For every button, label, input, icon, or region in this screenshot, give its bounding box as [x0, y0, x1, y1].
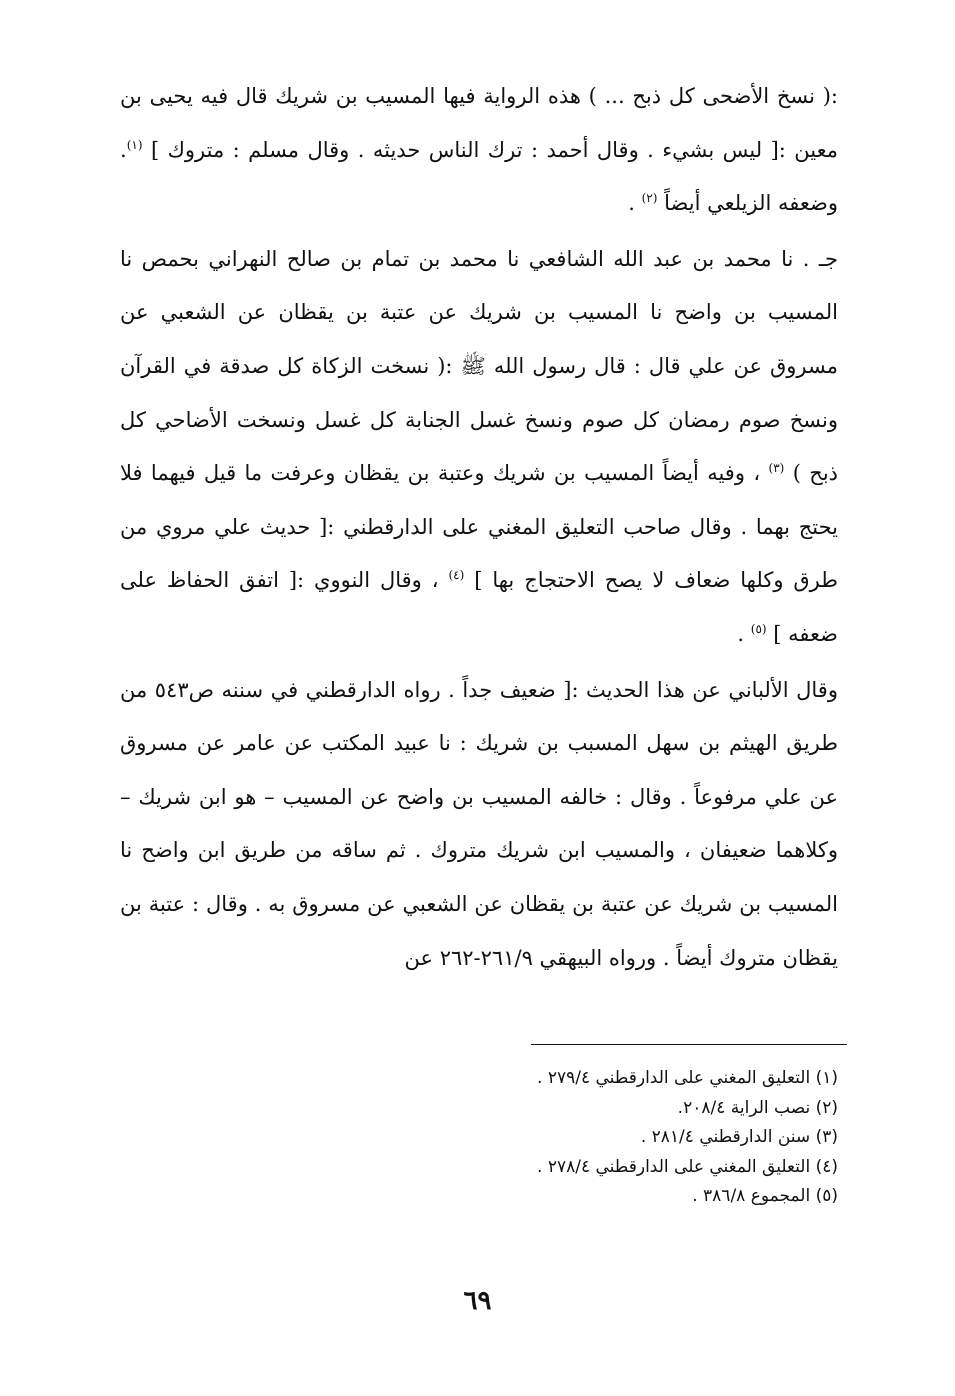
paragraph-2 [120, 233, 838, 662]
paragraph-1-text-2: . وضعفه الزيلعي أيضاً [120, 137, 838, 216]
paragraph-1 [120, 70, 838, 231]
main-text [120, 70, 838, 985]
paragraph-1-text-3: . [628, 191, 635, 216]
footnote-ref-1: (١) [126, 137, 143, 152]
paragraph-2-text-4: . [737, 621, 745, 646]
footnote-ref-3: (٣) [768, 461, 785, 476]
paragraph-2-text-2: ، وفيه أيضاً المسيب بن شريك وعتبة بن يقظان وعرفت ما قيل فيهما فلا يحتج بهما . وقال صاحب التعليق المغني على الدارقطني :[ حديث علي مروي من طرق وكلها ضعاف لا يصح الاحتجاج بها ] [120, 461, 838, 593]
footnote-ref-2: (٢) [641, 191, 658, 206]
footnotes [380, 1064, 838, 1212]
footnote-3: (٣) سنن الدارقطني ٢٨١/٤ . [640, 1127, 838, 1147]
paragraph-1-text-1: :( نسخ الأضحى كل ذبح ... ) هذه الرواية فيها المسيب بن شريك قال فيه يحيى بن معين :[ ليس بشيء . وقال أحمد : ترك الناس حديثه . وقال مسلم : متروك ] [120, 84, 838, 162]
footnote-5: (٥) المجموع ٣٨٦/٨ . [692, 1186, 838, 1206]
footnote-2: (٢) نصب الراية ٢٠٨/٤. [677, 1097, 838, 1118]
footnote-1: (١) التعليق المغني على الدارقطني ٢٧٩/٤ . [537, 1068, 838, 1088]
footnote-ref-4: (٤) [448, 568, 465, 583]
paragraph-2-text-3: ، وقال النووي :[ اتفق الحفاظ على ضعفه ] [120, 568, 838, 646]
footnote-ref-5: (٥) [750, 621, 767, 636]
paragraph-3: وقال الألباني عن هذا الحديث :[ ضعيف جداً . رواه الدارقطني في سننه ص٥٤٣ من طريق الهيثم بن سهل المسبب بن شريك : نا عبيد المكتب عن عامر عن مسروق عن علي مرفوعاً . وقال : خالفه المسيب بن واضح عن المسيب – هو ابن شريك – وكلاهما ضعيفان ، والمسيب ابن شريك متروك . ثم ساقه من طريق ابن واضح نا المسيب بن شريك عن عتبة بن يقظان عن الشعبي عن مسروق به . وقال : عتبة بن يقظان متروك أيضاً . ورواه البيهقي ٢٦١/٩-٢٦٢ عن [120, 677, 838, 970]
footnote-separator [531, 1044, 847, 1045]
footnote-4: (٤) التعليق المغني على الدارقطني ٢٧٨/٤ . [537, 1156, 838, 1177]
page-number: ٦٩ [463, 1286, 492, 1316]
paragraph-2-text-1: جـ . نا محمد بن عبد الله الشافعي نا محمد بن تمام بن صالح النهراني بحمص نا المسيب بن واضح نا المسيب بن شريك عن عتبة بن يقظان عن الشعبي عن مسروق عن علي قال : قال رسول الله ﷺ :( نسخت الزكاة كل صدقة في القرآن ونسخ صوم رمضان كل صوم ونسخ غسل الجنابة كل غسل ونسخت الأضاحي كل ذبح ) [120, 246, 839, 486]
